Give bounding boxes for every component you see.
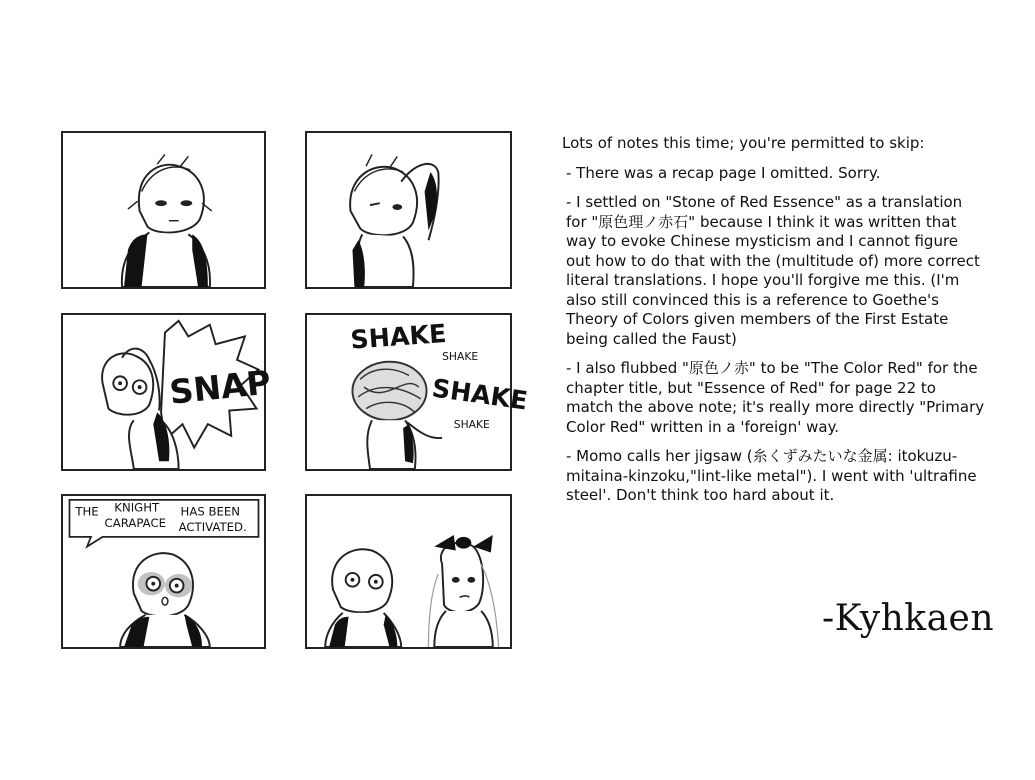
shake-sound-effect-1: SHAKE: [349, 317, 448, 355]
carapace-panel-drawing: [63, 496, 264, 647]
snap-sound-effect: SNAP: [167, 362, 273, 412]
shake-panel-drawing: [307, 315, 530, 469]
speech-word-knight: KNIGHT: [114, 500, 160, 515]
translator-signature: -Kyhkaen: [822, 598, 995, 639]
note-item-jigsaw: - Momo calls her jigsaw (糸くずみたいな金属: itokuzu-mitaina-kinzoku,"lint-like metal"). I went with 'ultrafine steel'. Don't think too hard about it.: [566, 447, 977, 504]
comic-panel-2: [305, 131, 512, 289]
shake-sound-effect-4: SHAKE: [453, 418, 490, 432]
speech-word-carapace: CARAPACE: [104, 516, 166, 531]
note-item-stone-of-red-essence: - I settled on "Stone of Red Essence" as a translation for "原色理ノ赤石" because I think it was written that way to evoke Chinese mysticism and I cannot figure out how to do that with the (multitude of) more correct literal translations. I hope you'll forgive me this. (I'm also still convinced this is a reference to Goethe's Theory of Colors given members of the First Estate being called the Faust): [566, 193, 980, 348]
speech-word-activated: ACTIVATED.: [178, 520, 247, 535]
girl-scratching-head-drawing: [307, 133, 510, 287]
note-item-recap: - There was a recap page I omitted. Sorry.: [566, 163, 881, 182]
shake-sound-effect-3: SHAKE: [430, 372, 530, 416]
comic-panel-4: [305, 313, 530, 471]
snap-panel-drawing: [63, 315, 273, 469]
notes-intro: Lots of notes this time; you're permitted to skip:: [562, 134, 925, 152]
girl-idle-drawing: [63, 133, 264, 287]
speech-word-the: THE: [75, 504, 99, 519]
comic-panel-5: [61, 494, 266, 649]
note-item-color-red: - I also flubbed "原色ノ赤" to be "The Color Red" for the chapter title, but "Essence of Red" for page 22 to match the above note; it's really more directly "Primary Color Red" written in a 'foreign' way.: [566, 359, 985, 436]
comic-panel-6: [305, 494, 512, 649]
shake-sound-effect-2: SHAKE: [442, 349, 479, 363]
translator-notes: [562, 134, 987, 516]
two-girls-drawing: [307, 496, 510, 647]
comic-panel-3: [61, 313, 273, 471]
comic-panel-1: [61, 131, 266, 289]
speech-word-has-been: HAS BEEN: [180, 504, 241, 519]
